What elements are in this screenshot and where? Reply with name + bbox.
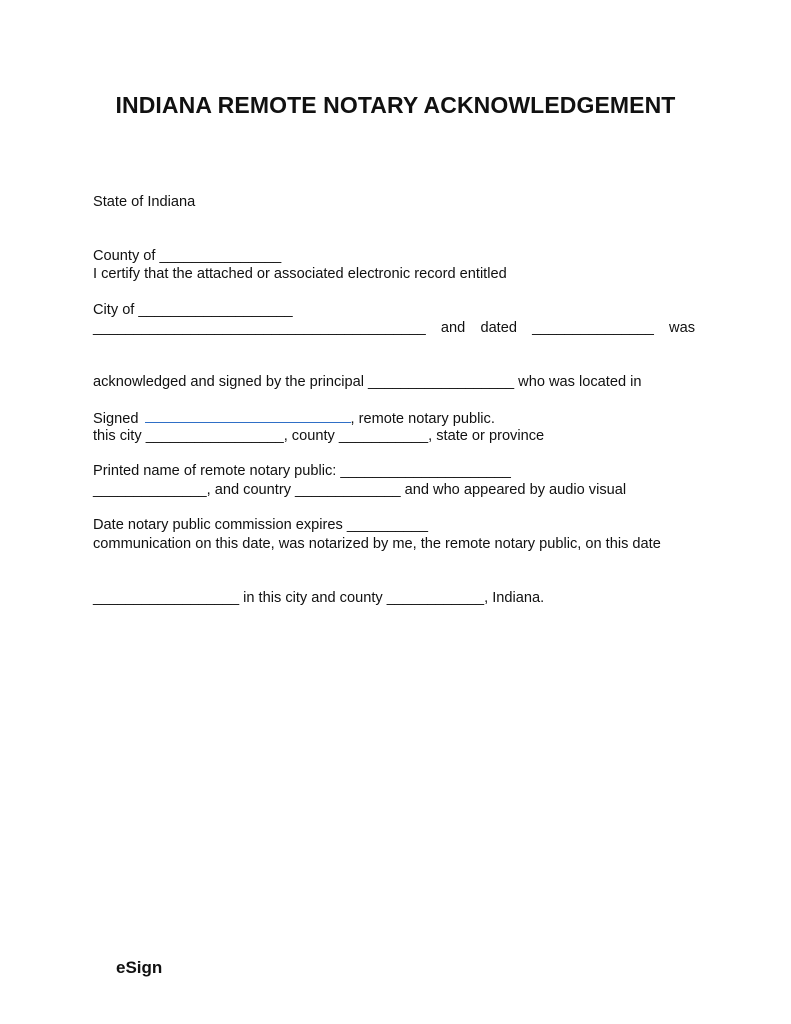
signed-suffix: , remote notary public. [350, 411, 495, 427]
commission-expires-line: Date notary public commission expires __________ [93, 517, 429, 533]
county-line: County of _______________ [93, 248, 282, 264]
certification-line: this city _________________, county ___________, state or province [93, 428, 545, 444]
signed-label: Signed [93, 411, 139, 427]
esign-logo: eSign [116, 958, 163, 977]
certification-line: __________________ in this city and county ____________, Indiana. [93, 590, 545, 606]
certification-line: acknowledged and signed by the principal __________________ who was located in [93, 374, 642, 390]
signed-line [93, 408, 511, 426]
certification-line: I certify that the attached or associated electronic record entitled [93, 266, 507, 282]
certification-line: communication on this date, was notarized by me, the remote notary public, on this date [93, 536, 661, 552]
document-title: INDIANA REMOTE NOTARY ACKNOWLEDGEMENT [115, 92, 676, 118]
certification-line: _________________________________________ and dated _______________ was [93, 320, 695, 336]
signature-block [93, 372, 511, 570]
state-line: State of Indiana [93, 194, 196, 210]
certification-line: ______________, and country _____________ and who appeared by audio visual [93, 482, 627, 498]
city-line: City of ___________________ [93, 302, 293, 318]
printed-name-line: Printed name of remote notary public: _____________________ [93, 463, 511, 479]
signature-field[interactable] [145, 408, 351, 423]
